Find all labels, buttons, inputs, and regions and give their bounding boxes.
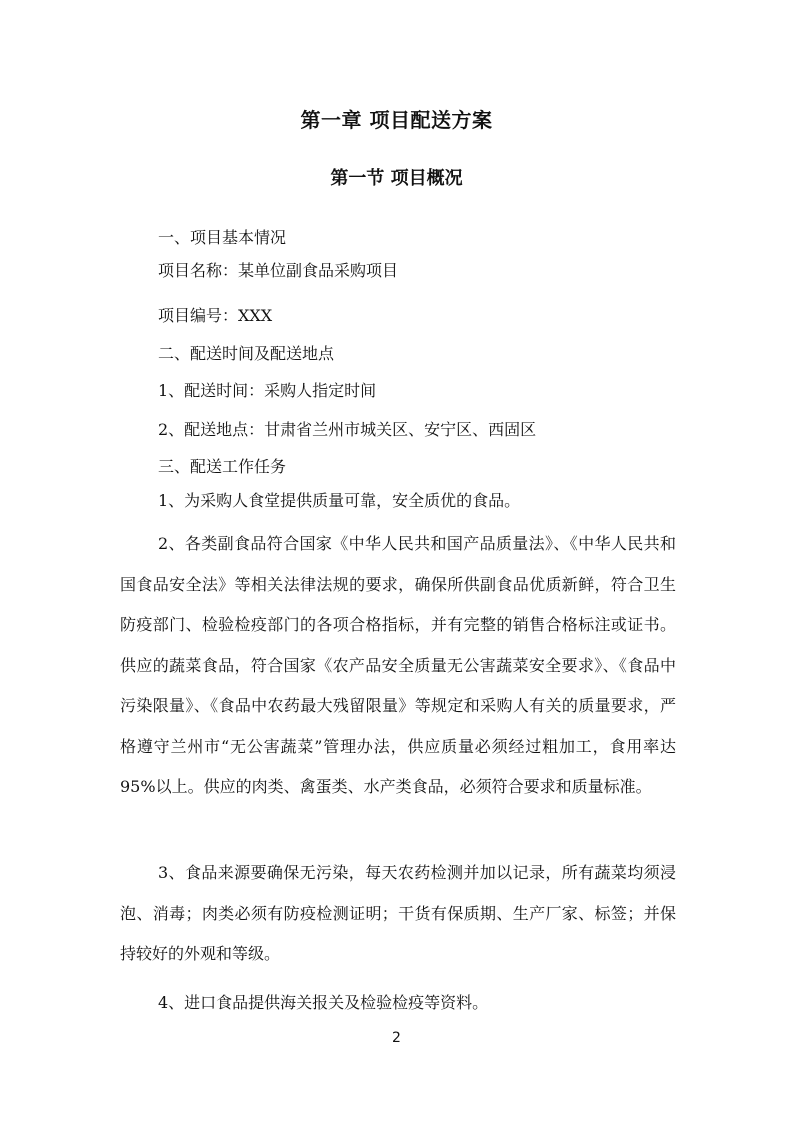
page-number: 2 [392, 1030, 401, 1046]
heading-delivery-tasks: 三、配送工作任务 [158, 457, 287, 476]
delivery-location-line: 2、配送地点：甘肃省兰州市城关区、安宁区、西固区 [158, 420, 537, 439]
section-title: 第一节 项目概况 [330, 168, 463, 189]
task-item-3-paragraph: 3、食品来源要确保无污染，每天农药检测并加以记录，所有蔬菜均须浸泡、消毒；肉类必须有防疫检测证明；干货有保质期、生产厂家、标签；并保持较好的外观和等级。 [120, 863, 676, 963]
delivery-time-line: 1、配送时间：采购人指定时间 [158, 381, 377, 400]
project-name-line: 项目名称：某单位副食品采购项目 [158, 261, 399, 280]
project-number-line: 项目编号：XXX [158, 306, 273, 325]
task-item-1: 1、为采购人食堂提供质量可靠，安全质优的食品。 [158, 491, 521, 510]
chapter-title: 第一章 项目配送方案 [300, 108, 493, 132]
task-item-4-paragraph: 4、进口食品提供海关报关及检验检疫等资料。 [158, 993, 489, 1012]
heading-delivery-time-location: 二、配送时间及配送地点 [158, 344, 335, 363]
heading-project-basic-info: 一、项目基本情况 [158, 228, 287, 247]
task-item-2-paragraph: 2、各类副食品符合国家《中华人民共和国产品质量法》、《中华人民共和国食品安全法》等相关法律法规的要求，确保所供副食品优质新鲜，符合卫生防疫部门、检验检疫部门的各项合格指标，并有完整的销售合格标注或证书。供应的蔬菜食品，符合国家《农产品安全质量无公害蔬菜安全要求》、《食品中污染限量》、《食品中农药最大残留限量》等规定和采购人有关的质量要求，严格遵守兰州市“无公害蔬菜”管理办法，供应质量必须经过粗加工，食用率达95%以上。供应的肉类、禽蛋类、水产类食品，必须符合要求和质量标准。 [120, 534, 676, 796]
